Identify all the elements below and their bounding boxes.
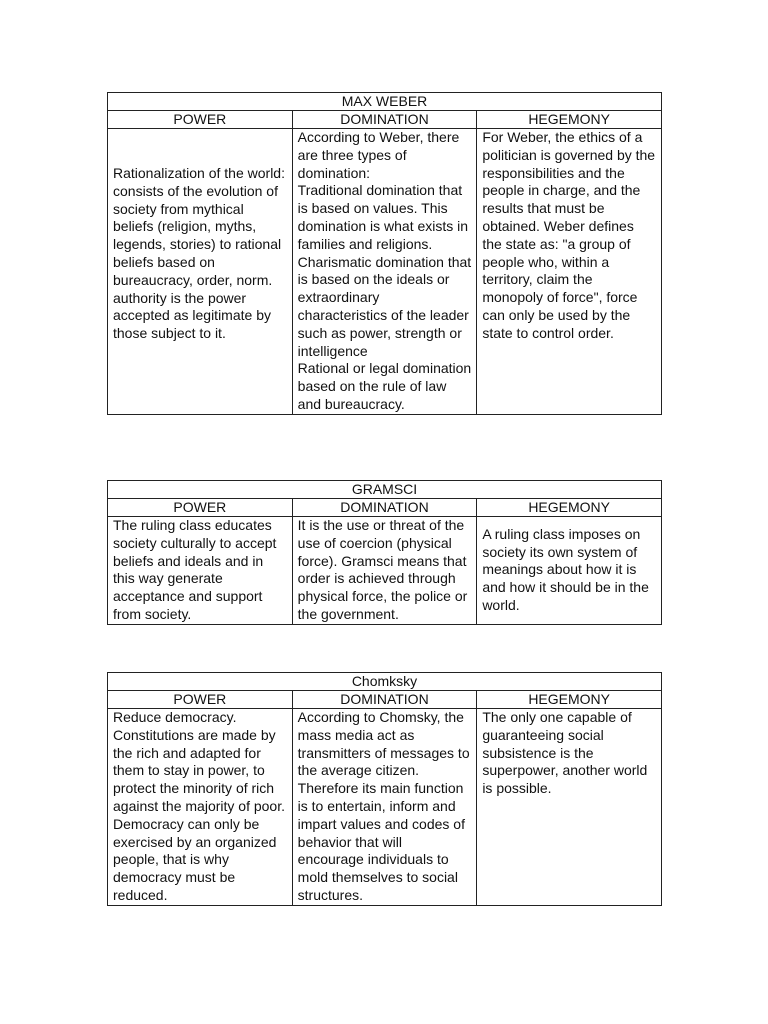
table-body-row: [108, 129, 662, 415]
header-hegemony: HEGEMONY: [477, 111, 662, 129]
chomksky-table: [107, 672, 662, 906]
table-title-row: [108, 481, 662, 499]
cell-text: Reduce democracy. Constitutions are made by the rich and adapted for them to stay in power, to protect the minority of rich against the majority of poor. Democracy can only be exercised by an organized people, that is why democracy must be reduced.: [113, 709, 285, 903]
header-domination: DOMINATION: [292, 691, 477, 709]
table-title: Chomksky: [108, 673, 662, 691]
gramsci-table: [107, 480, 662, 625]
cell-text: According to Chomsky, the mass media act as transmitters of messages to the average citizen. Therefore its main function is to entertain, inform and impart values and codes of behavior that will encourage individuals to mold themselves to social structures.: [297, 709, 470, 903]
table-header-row: [108, 111, 662, 129]
header-power: POWER: [108, 691, 293, 709]
cell-domination: [292, 129, 477, 415]
cell-hegemony: [477, 517, 662, 625]
header-domination: DOMINATION: [292, 499, 477, 517]
table-header-row: [108, 499, 662, 517]
max-weber-table: [107, 92, 662, 415]
table-title-row: [108, 93, 662, 111]
cell-power: [108, 709, 293, 906]
cell-text: A ruling class imposes on society its own system of meanings about how it is and how it should be in the world.: [482, 525, 649, 614]
cell-text: For Weber, the ethics of a politician is governed by the responsibilities and the people in charge, and the results that must be obtained. Weber defines the state as: "a group of people who, within a territory, claim the monopoly of force", force can only be used by the state to control order.: [482, 129, 656, 341]
cell-text: Rationalization of the world: consists of the evolution of society from mythical beliefs (religion, myths, legends, stories) to rational beliefs based on bureaucracy, order, norm. authority is the power accepted as legitimate by those subject to it.: [113, 165, 285, 342]
table-body-row: [108, 517, 662, 625]
table-title: MAX WEBER: [108, 93, 662, 111]
header-hegemony: HEGEMONY: [477, 691, 662, 709]
cell-hegemony: [477, 709, 662, 906]
cell-power: [108, 517, 293, 625]
header-power: POWER: [108, 111, 293, 129]
table-title-row: [108, 673, 662, 691]
cell-text: It is the use or threat of the use of coercion (physical force). Gramsci means that order is achieved through physical force, the police or the government.: [297, 517, 468, 622]
cell-domination: [292, 709, 477, 906]
cell-text: The ruling class educates society culturally to accept beliefs and ideals and in this way generate acceptance and support from society.: [113, 517, 277, 622]
cell-hegemony: [477, 129, 662, 415]
cell-text: According to Weber, there are three types of domination: Traditional domination that is based on values. This domination is what exists in families and religions. Charismatic domination that is based on the ideals or extraordinary characteristics of the leader such as power, strength or intelligence Rational or legal domination based on the rule of law and bureaucracy.: [297, 129, 472, 412]
header-domination: DOMINATION: [292, 111, 477, 129]
table-title: GRAMSCI: [108, 481, 662, 499]
table-body-row: [108, 709, 662, 906]
cell-power: [108, 129, 293, 415]
cell-text: The only one capable of guaranteeing social subsistence is the superpower, another world is possible.: [482, 709, 648, 797]
header-power: POWER: [108, 499, 293, 517]
table-header-row: [108, 691, 662, 709]
cell-domination: [292, 517, 477, 625]
header-hegemony: HEGEMONY: [477, 499, 662, 517]
